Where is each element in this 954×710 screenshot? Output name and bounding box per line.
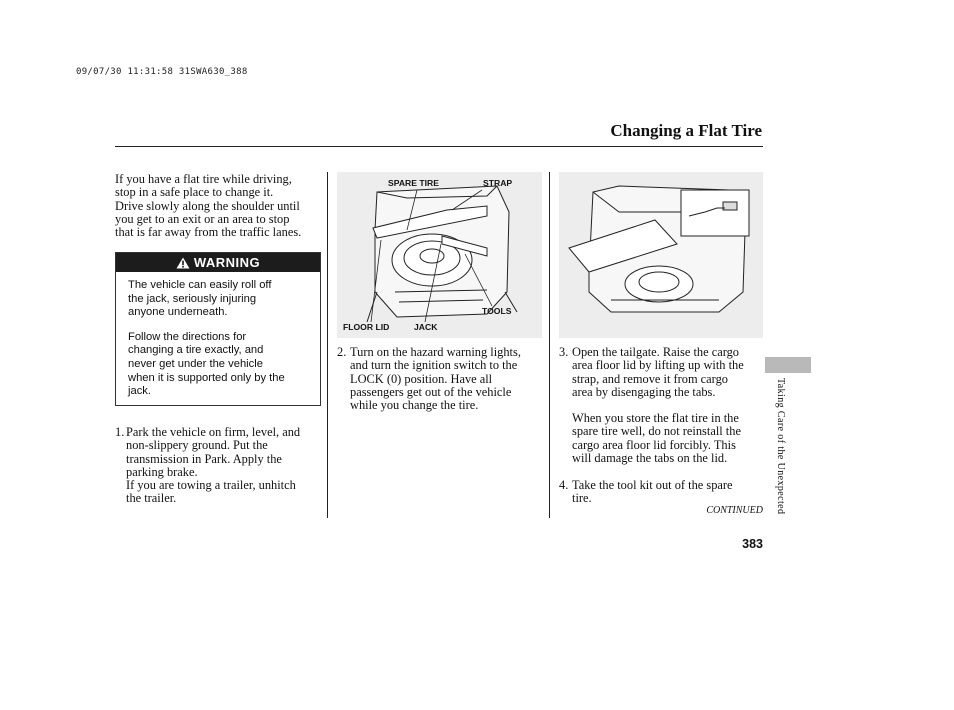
print-stamp: 09/07/30 11:31:58 31SWA630_388 xyxy=(76,67,248,77)
figure-spare-tire-well xyxy=(337,172,542,338)
warning-box xyxy=(115,252,321,406)
continued-label: CONTINUED xyxy=(706,505,763,516)
section-label: Taking Care of the Unexpected xyxy=(775,378,786,515)
label-floor-lid: FLOOR LID xyxy=(343,322,390,332)
step-2: 2. Turn on the hazard warning lights, and turn the ignition switch to the LOCK (0) position. Have all passengers get out of the vehicle while you change the tire. xyxy=(337,345,521,413)
label-spare-tire: SPARE TIRE xyxy=(388,178,439,188)
warning-triangle-icon xyxy=(176,257,190,269)
label-strap: STRAP xyxy=(483,178,513,188)
intro-paragraph: If you have a flat tire while driving, stop in a safe place to change it. Drive slowly along the shoulder until you get to an exit or an area to stop that is far away from the traffic lanes. xyxy=(115,172,302,240)
cargo-floor-lid-illustration xyxy=(559,172,763,338)
warning-paragraph-2: Follow the directions for changing a tire exactly, and never get under the vehicle when it is supported only by the jack. xyxy=(128,330,285,398)
page-title: Changing a Flat Tire xyxy=(610,121,762,140)
label-tools: TOOLS xyxy=(482,306,512,316)
header-rule xyxy=(115,146,763,147)
page-number: 383 xyxy=(742,537,763,551)
warning-body xyxy=(128,279,316,410)
figure-cargo-floor-lid xyxy=(559,172,763,338)
warning-label: WARNING xyxy=(193,255,261,270)
label-jack: JACK xyxy=(414,322,438,332)
column-divider-1 xyxy=(327,172,328,518)
step-1: 1. Park the vehicle on firm, level, and non-slippery ground. Put the transmission in Park. Apply the parking brake. If you are towing a trailer, unhitch the trailer. xyxy=(115,425,301,506)
step-3: 3. Open the tailgate. Raise the cargo area floor lid by lifting up with the strap, and remove it from cargo area by disengaging the tabs. When you store the flat tire in the spare tire well, do not reinstall the cargo area floor lid forcibly. This will damage the tabs on the lid. xyxy=(559,345,744,466)
section-tab xyxy=(765,357,811,373)
warning-header xyxy=(116,253,320,272)
warning-paragraph-1: The vehicle can easily roll off the jack, seriously injuring anyone underneath. xyxy=(128,279,272,319)
step-3-note: When you store the flat tire in the spare tire well, do not reinstall the cargo area floor lid forcibly. This will damage the tabs on the lid. xyxy=(572,411,741,466)
column-divider-2 xyxy=(549,172,550,518)
step-4: 4. Take the tool kit out of the spare tire. xyxy=(559,478,733,506)
